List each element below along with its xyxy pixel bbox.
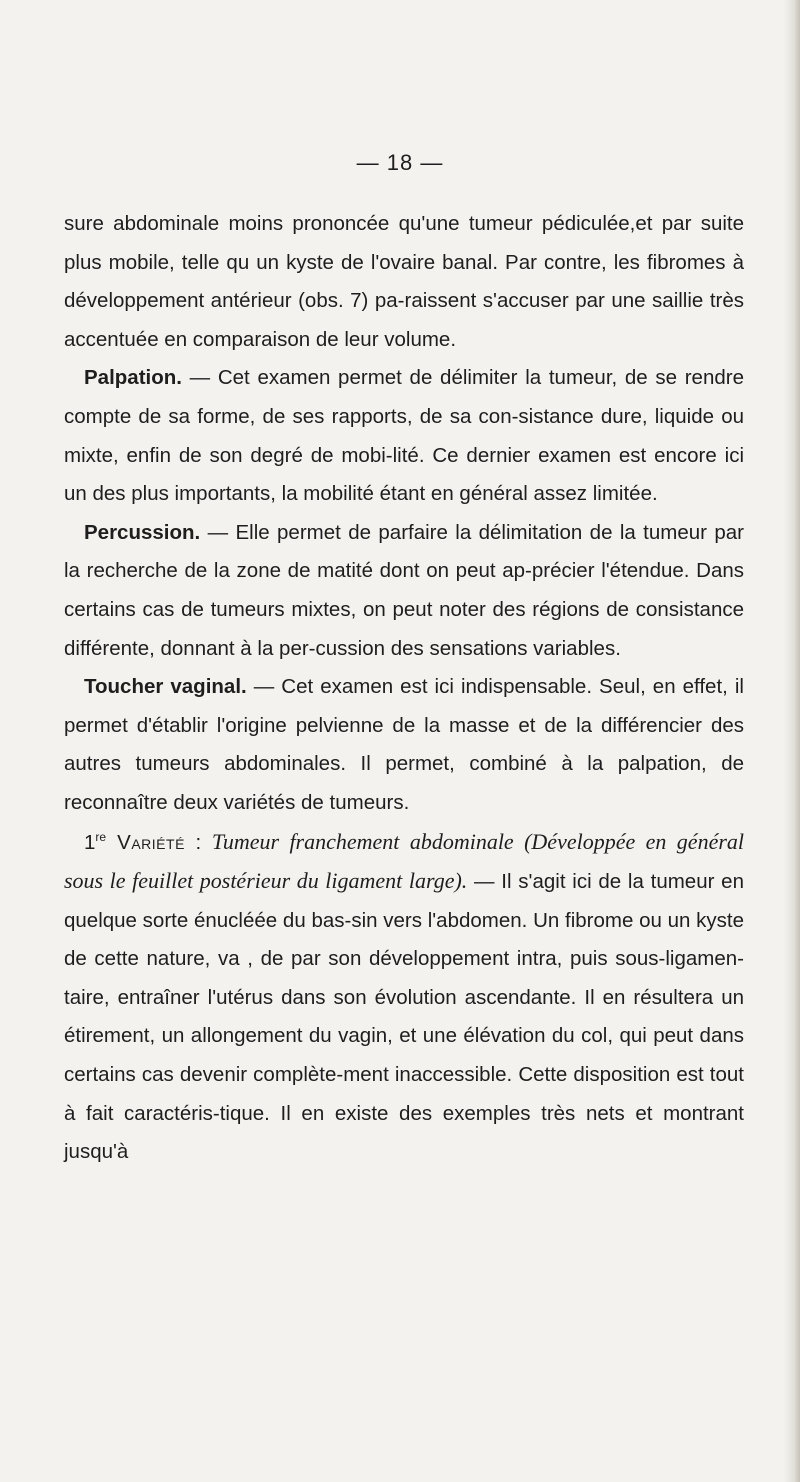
body-text <box>64 205 744 1172</box>
paragraph-palpation-body: — Cet examen permet de délimiter la tumeur, de se rendre compte de sa forme, de ses rapports, de sa con-sistance dure, liquide ou mixte, enfin de son degré de mobi-lité. Ce dernier examen est encore ici un des plus importants, la mobilité étant en général assez limitée. <box>64 366 744 506</box>
variete-number: 1 <box>84 830 96 854</box>
page-number-header: — 18 — <box>356 150 444 175</box>
variete-title: Tumeur franchement abdominale (Développée en général sous le feuillet postérieur du ligament large). <box>64 828 745 894</box>
paragraph-percussion <box>64 514 744 668</box>
page-edge-shadow <box>784 0 800 1482</box>
paragraph-variete-1 <box>64 823 744 1172</box>
paragraph-variete-1-body: — Il s'agit ici de la tumeur en quelque sorte énucléée du bas-sin vers l'abdomen. Un fibrome ou un kyste de cette nature, va , de par son développement intra, puis sous-ligamen-taire, entraîner l'utérus dans son évolution ascendante. Il en résultera un étirement, un allongement du vagin, et une élévation du col, qui peut dans certains cas devenir complète-ment inaccessible. Cette disposition est tout à fait caractéris-tique. Il en existe des exemples très nets et montrant jusqu'à <box>64 870 744 1164</box>
paragraph-palpation <box>64 359 744 513</box>
run-head-toucher-vaginal: Toucher vaginal. <box>84 675 247 699</box>
run-head-palpation: Palpation. <box>84 366 182 390</box>
variete-superscript: re <box>95 829 107 844</box>
variete-label: Variété <box>106 830 185 854</box>
variete-colon: : <box>184 830 212 854</box>
paragraph-percussion-body: — Elle permet de parfaire la délimitation de la tumeur par la recherche de la zone de matité dont on peut ap-précier l'étendue. Dans certains cas de tumeurs mixtes, on peut noter des régions de consistance différente, donnant à la per-cussion des sensations variables. <box>64 520 744 660</box>
paragraph-toucher-vaginal-body: — Cet examen est ici indispensable. Seul, en effet, il permet d'établir l'origine pelvienne de la masse et de la différencier des autres tumeurs abdominales. Il permet, combiné à la palpation, de reconnaître deux variétés de tumeurs. <box>64 675 744 814</box>
paragraph-toucher-vaginal <box>64 668 744 822</box>
paragraph-1: sure abdominale moins prononcée qu'une tumeur pédiculée,et par suite plus mobile, telle qu un kyste de l'ovaire banal. Par contre, les fibromes à développement antérieur (obs. 7) pa-raissent s'accuser par une saillie très accentuée en comparaison de leur volume. <box>64 212 744 351</box>
run-head-percussion: Percussion. <box>84 520 201 544</box>
